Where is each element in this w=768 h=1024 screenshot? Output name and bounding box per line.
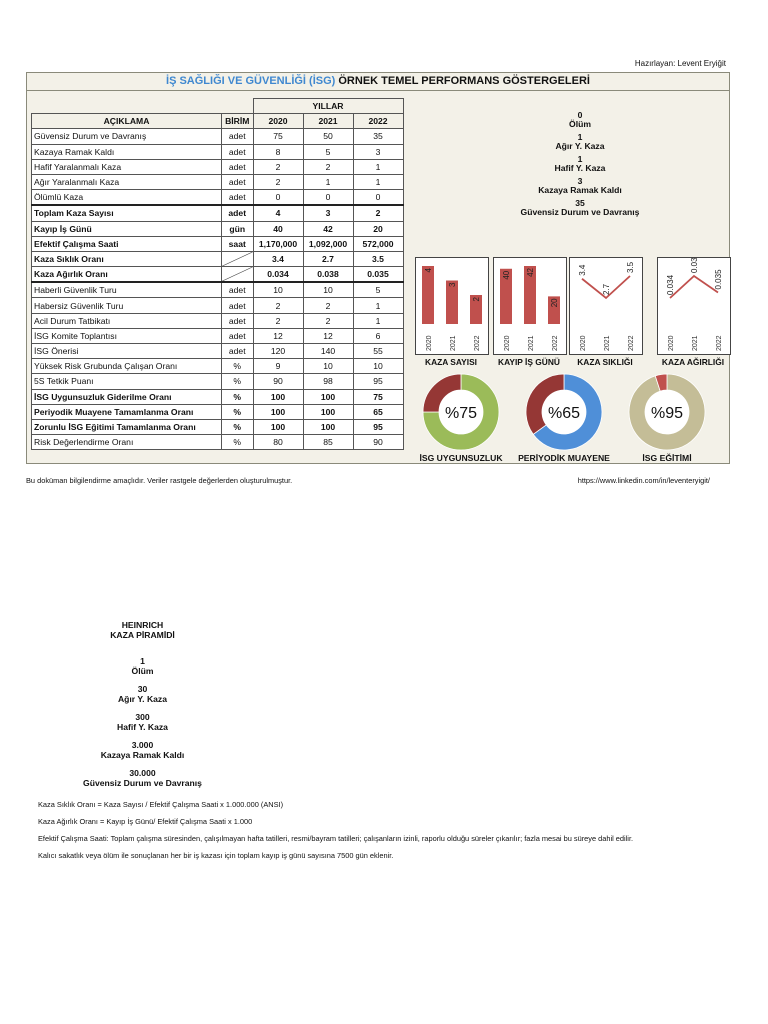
donut-chart (524, 372, 604, 452)
heinrich-label: Ölüm (131, 666, 154, 676)
row-label: Zorunlu İSG Eğitimi Tamamlanma Oranı (32, 419, 222, 434)
pyramid-level (495, 111, 665, 129)
row-label: Acil Durum Tatbikatı (32, 313, 222, 328)
row-unit: saat (222, 236, 254, 251)
data-label: 3 (448, 282, 457, 287)
row-value-2020: 120 (253, 344, 303, 359)
pyramid-level (495, 155, 665, 173)
row-value-2020: 2 (253, 298, 303, 313)
donut-center-label: %95 (650, 405, 684, 422)
kpi-table (31, 98, 404, 450)
x-tick-label: 2021 (692, 335, 699, 351)
pyramid-label: Kazaya Ramak Kaldı (538, 185, 622, 195)
line-chart (657, 257, 731, 355)
row-label: Haberli Güvenlik Turu (32, 282, 222, 298)
row-label: Güvensiz Durum ve Davranış (32, 129, 222, 144)
table-row (32, 144, 404, 159)
data-label: 0.035 (714, 269, 723, 290)
definitions (38, 800, 633, 868)
row-value-2021: 100 (303, 404, 353, 419)
x-tick-label: 2020 (426, 335, 433, 351)
row-unit: adet (222, 298, 254, 313)
heinrich-value: 30 (137, 684, 148, 694)
row-unit: % (222, 359, 254, 374)
table-row (32, 344, 404, 359)
pyramid-level (495, 199, 665, 217)
row-value-2021: 85 (303, 435, 353, 450)
row-value-2021: 1 (303, 174, 353, 189)
row-label: İSG Komite Toplantısı (32, 328, 222, 343)
row-value-2021: 0 (303, 190, 353, 206)
pyramid-value: 0 (577, 110, 583, 120)
donut-title: PERİYODİK MUAYENE (518, 453, 610, 463)
row-label: İSG Önerisi (32, 344, 222, 359)
pyramid-label: Ölüm (569, 119, 591, 129)
row-label: Efektif Çalışma Saati (32, 236, 222, 251)
years-header: YILLAR (253, 99, 403, 114)
row-value-2022: 0.035 (353, 267, 403, 283)
row-unit: % (222, 419, 254, 434)
bar-chart (493, 257, 567, 355)
pyramid-label: Hafif Y. Kaza (554, 163, 606, 173)
row-value-2020: 2 (253, 174, 303, 189)
row-value-2021: 50 (303, 129, 353, 144)
x-tick-label: 2021 (604, 335, 611, 351)
chart-title: KAZA SAYISI (425, 357, 477, 367)
data-label: 42 (526, 268, 535, 277)
row-unit: gün (222, 221, 254, 236)
row-unit: adet (222, 205, 254, 221)
data-label: 3.5 (626, 261, 635, 273)
row-unit: adet (222, 159, 254, 174)
disclaimer: Bu doküman bilgilendirme amaçlıdır. Veriler rastgele değerlerden oluşturulmuştur. (26, 476, 293, 485)
row-value-2020: 3.4 (253, 251, 303, 266)
heinrich-label: Güvensiz Durum ve Davranış (83, 778, 202, 788)
heinrich-level (60, 768, 225, 788)
table-row (32, 159, 404, 174)
table-row (32, 190, 404, 206)
linkedin-link[interactable]: https://www.linkedin.com/in/leventeryigit/ (577, 476, 710, 485)
panel-title: İŞ SAĞLIĞI VE GÜVENLİĞİ (İSG) ÖRNEK TEMEL PERFORMANS GÖSTERGELERİ (27, 73, 729, 91)
pyramid-label: Ağır Y. Kaza (555, 141, 605, 151)
row-value-2021: 0.038 (303, 267, 353, 283)
row-value-2020: 0.034 (253, 267, 303, 283)
data-label: 0.034 (666, 274, 675, 295)
row-label: Kazaya Ramak Kaldı (32, 144, 222, 159)
row-value-2020: 40 (253, 221, 303, 236)
table-row (32, 404, 404, 419)
chart-title: KAZA SIKLIĞI (577, 357, 633, 367)
definition-line: Kaza Sıklık Oranı = Kaza Sayısı / Efektif Çalışma Saati x 1.000.000 (ANSI) (38, 800, 284, 809)
x-tick-label: 2021 (450, 335, 457, 351)
table-row (32, 419, 404, 434)
col-header-2021: 2021 (303, 114, 353, 129)
row-unit: adet (222, 313, 254, 328)
bar (422, 266, 434, 324)
table-row (32, 374, 404, 389)
donut-title: İSG UYGUNSUZLUK (419, 453, 503, 463)
row-value-2022: 35 (353, 129, 403, 144)
row-label: Habersiz Güvenlik Turu (32, 298, 222, 313)
row-value-2022: 3.5 (353, 251, 403, 266)
pyramid-value: 3 (577, 176, 583, 186)
row-value-2022: 55 (353, 344, 403, 359)
row-value-2020: 9 (253, 359, 303, 374)
row-value-2021: 98 (303, 374, 353, 389)
row-label: Yüksek Risk Grubunda Çalışan Oranı (32, 359, 222, 374)
chart-svg (570, 258, 642, 354)
row-value-2022: 75 (353, 389, 403, 404)
row-value-2020: 90 (253, 374, 303, 389)
data-label: 2.7 (602, 283, 611, 295)
table-row (32, 251, 404, 266)
pyramid-value: 1 (577, 154, 583, 164)
donut-center-label: %65 (547, 405, 581, 422)
row-label: Toplam Kaza Sayısı (32, 205, 222, 221)
definition-line: Kalıcı sakatlık veya ölüm ile sonuçlanan her bir iş kazası için toplam kayıp iş günü sayısına 7500 gün eklenir. (38, 851, 394, 860)
row-label: Risk Değerlendirme Oranı (32, 435, 222, 450)
row-value-2021: 12 (303, 328, 353, 343)
row-value-2022: 90 (353, 435, 403, 450)
chart-svg (658, 258, 730, 354)
donut-chart (627, 372, 707, 452)
pyramid-level (495, 177, 665, 195)
donut-title: İSG EĞİTİMİ (642, 453, 692, 463)
row-value-2020: 1,170,000 (253, 236, 303, 251)
row-value-2020: 100 (253, 419, 303, 434)
row-label: Kayıp İş Günü (32, 221, 222, 236)
table-row (32, 282, 404, 298)
row-value-2020: 8 (253, 144, 303, 159)
x-tick-label: 2020 (504, 335, 511, 351)
row-value-2022: 5 (353, 282, 403, 298)
row-label: Ölümlü Kaza (32, 190, 222, 206)
table-row (32, 221, 404, 236)
table-row (32, 328, 404, 343)
table-row (32, 359, 404, 374)
row-value-2022: 572,000 (353, 236, 403, 251)
x-tick-label: 2022 (474, 335, 481, 351)
row-unit: adet (222, 282, 254, 298)
definition-line: Kaza Ağırlık Oranı = Kayıp İş Günü/ Efektif Çalışma Saati x 1.000 (38, 817, 253, 826)
series-line (670, 276, 718, 298)
heinrich-title-1: HEINRICH (121, 620, 164, 630)
row-value-2022: 0 (353, 190, 403, 206)
table-row (32, 435, 404, 450)
row-value-2022: 65 (353, 404, 403, 419)
row-unit: adet (222, 344, 254, 359)
heinrich-level (60, 656, 225, 676)
col-header-unit: BİRİM (222, 114, 254, 129)
kpi-panel (26, 72, 730, 464)
row-value-2022: 6 (353, 328, 403, 343)
row-unit: adet (222, 190, 254, 206)
data-label: 4 (424, 268, 433, 273)
donut-center-label: %75 (444, 405, 478, 422)
row-unit: adet (222, 144, 254, 159)
table-row (32, 205, 404, 221)
row-value-2021: 2 (303, 298, 353, 313)
table-row (32, 298, 404, 313)
row-label: 5S Tetkik Puanı (32, 374, 222, 389)
accident-pyramid-actual (495, 111, 665, 221)
heinrich-value: 30.000 (129, 768, 156, 778)
row-value-2020: 75 (253, 129, 303, 144)
row-value-2020: 100 (253, 389, 303, 404)
pyramid-value: 1 (577, 132, 583, 142)
heinrich-pyramid (60, 620, 225, 796)
table-row (32, 174, 404, 189)
pyramid-value: 35 (575, 198, 585, 208)
row-value-2020: 2 (253, 159, 303, 174)
x-tick-label: 2021 (528, 335, 535, 351)
row-value-2022: 95 (353, 419, 403, 434)
row-value-2021: 10 (303, 359, 353, 374)
row-value-2020: 0 (253, 190, 303, 206)
row-label: Kaza Ağırlık Oranı (32, 267, 222, 283)
table-row (32, 236, 404, 251)
table-row (32, 267, 404, 283)
pyramid-label: Güvensiz Durum ve Davranış (520, 207, 640, 217)
chart-title: KAZA AĞIRLIĞI (661, 357, 725, 367)
heinrich-label: Hafif Y. Kaza (117, 722, 168, 732)
row-unit: adet (222, 328, 254, 343)
x-tick-label: 2020 (668, 335, 675, 351)
heinrich-value: 1 (140, 656, 145, 666)
row-value-2021: 2 (303, 313, 353, 328)
heinrich-label: Ağır Y. Kaza (117, 694, 168, 704)
pyramid-level (495, 133, 665, 151)
row-value-2020: 100 (253, 404, 303, 419)
row-label: Periyodik Muayene Tamamlanma Oranı (32, 404, 222, 419)
col-header-2022: 2022 (353, 114, 403, 129)
col-header-2020: 2020 (253, 114, 303, 129)
row-value-2021: 1,092,000 (303, 236, 353, 251)
bar-chart (415, 257, 489, 355)
chart-svg (494, 258, 566, 354)
row-label: Hafif Yaralanmalı Kaza (32, 159, 222, 174)
data-label: 40 (502, 270, 511, 280)
heinrich-label: Kazaya Ramak Kaldı (100, 750, 185, 760)
data-label: 20 (550, 298, 559, 308)
x-tick-label: 2022 (628, 335, 635, 351)
row-value-2022: 2 (353, 205, 403, 221)
row-label: İSG Uygunsuzluk Giderilme Oranı (32, 389, 222, 404)
row-value-2020: 4 (253, 205, 303, 221)
data-label: 2 (472, 297, 481, 302)
col-header-description: AÇIKLAMA (32, 114, 222, 129)
row-value-2021: 100 (303, 389, 353, 404)
heinrich-title-2: KAZA PİRAMİDİ (110, 630, 175, 640)
row-unit: % (222, 404, 254, 419)
row-value-2021: 10 (303, 282, 353, 298)
heinrich-level (60, 684, 225, 704)
row-value-2022: 1 (353, 298, 403, 313)
table-row (32, 389, 404, 404)
row-value-2020: 80 (253, 435, 303, 450)
row-value-2020: 10 (253, 282, 303, 298)
row-value-2022: 1 (353, 174, 403, 189)
row-value-2022: 20 (353, 221, 403, 236)
prepared-by: Hazırlayan: Levent Eryiğit (634, 59, 726, 68)
donut-chart (421, 372, 501, 452)
table-row (32, 313, 404, 328)
row-value-2020: 12 (253, 328, 303, 343)
row-value-2022: 1 (353, 313, 403, 328)
row-value-2022: 3 (353, 144, 403, 159)
chart-title: KAYIP İŞ GÜNÜ (498, 357, 560, 367)
row-value-2022: 1 (353, 159, 403, 174)
line-chart (569, 257, 643, 355)
definition-line: Efektif Çalışma Saati: Toplam çalışma süresinden, çalışılmayan hafta tatilleri, resmi/bayram tatilleri; çalışanların izinli, raporlu olduğu süreler çıkarılır; fazla mesai bu süreye dahil edilir. (38, 834, 634, 843)
x-tick-label: 2022 (552, 335, 559, 351)
heinrich-value: 3.000 (131, 740, 154, 750)
row-value-2021: 5 (303, 144, 353, 159)
row-unit: adet (222, 129, 254, 144)
row-value-2021: 140 (303, 344, 353, 359)
row-label: Kaza Sıklık Oranı (32, 251, 222, 266)
row-unit: % (222, 435, 254, 450)
table-row (32, 129, 404, 144)
data-label: 3.4 (578, 264, 587, 276)
row-value-2022: 95 (353, 374, 403, 389)
row-value-2021: 3 (303, 205, 353, 221)
heinrich-value: 300 (135, 712, 150, 722)
row-value-2021: 42 (303, 221, 353, 236)
chart-svg (416, 258, 488, 354)
row-value-2021: 100 (303, 419, 353, 434)
row-value-2022: 10 (353, 359, 403, 374)
row-unit: % (222, 389, 254, 404)
unit-empty (222, 267, 254, 283)
row-value-2020: 2 (253, 313, 303, 328)
heinrich-level (60, 740, 225, 760)
row-unit: % (222, 374, 254, 389)
row-value-2021: 2.7 (303, 251, 353, 266)
row-value-2021: 2 (303, 159, 353, 174)
x-tick-label: 2020 (580, 335, 587, 351)
heinrich-level (60, 712, 225, 732)
row-unit: adet (222, 174, 254, 189)
unit-empty (222, 251, 254, 266)
data-label: 0.038 (690, 258, 699, 273)
x-tick-label: 2022 (716, 335, 723, 351)
row-label: Ağır Yaralanmalı Kaza (32, 174, 222, 189)
